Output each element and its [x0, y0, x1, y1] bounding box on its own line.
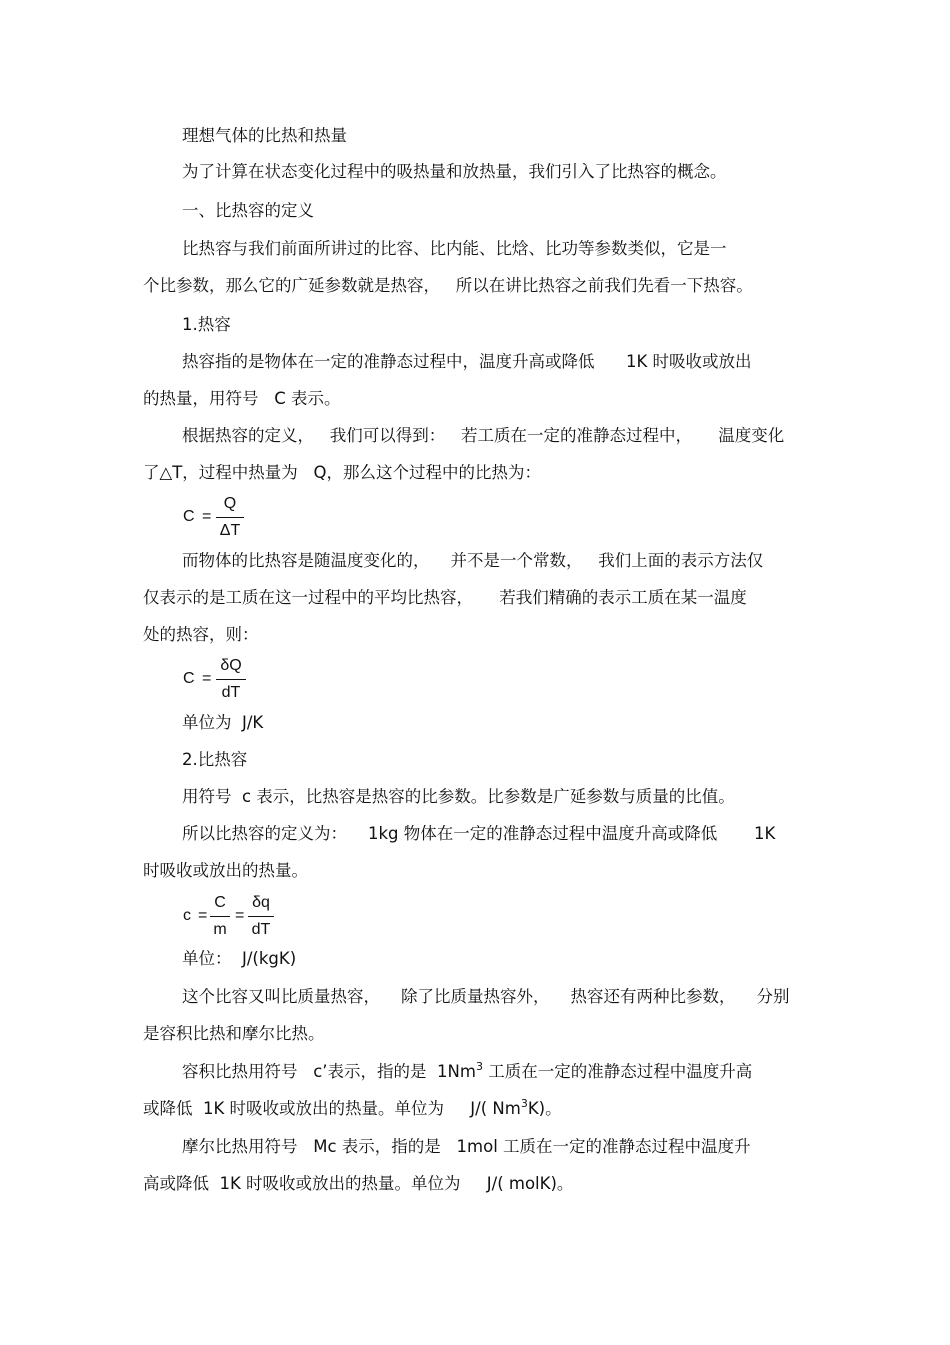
paragraph-line: 热容指的是物体在一定的准静态过程中，温度升高或降低 1K 时吸收或放出 [182, 352, 752, 371]
paragraph-line [143, 1098, 562, 1120]
fraction [216, 494, 244, 541]
paragraph-line: 的热量，用符号 C 表示。 [143, 389, 341, 408]
numerator: C [214, 894, 226, 911]
intro-text: 为了计算在状态变化过程中的吸热量和放热量，我们引入了比热容的概念。 [182, 162, 727, 181]
paragraph-line: 处的热容，则： [143, 625, 259, 644]
denominator: ΔT [219, 522, 241, 539]
fraction-bar [216, 517, 244, 518]
numerator: δq [252, 894, 270, 911]
unit-heat-capacity: 单位为 J/K [182, 713, 264, 732]
paragraph-line: 用符号 c 表示，比热容是热容的比参数。比参数是广延参数与质量的比值。 [182, 787, 735, 806]
fraction [210, 893, 230, 940]
paragraph-line: 是容积比热和摩尔比热。 [143, 1024, 325, 1043]
paragraph-line [182, 1061, 752, 1083]
paragraph-line: 高或降低 1K 时吸收或放出的热量。单位为 J/( molK)。 [143, 1174, 574, 1193]
fraction [216, 656, 246, 703]
doc-title: 理想气体的比热和热量 [182, 126, 347, 145]
paragraph-line: 所以比热容的定义为： 1kg 物体在一定的准静态过程中温度升高或降低 1K [182, 824, 776, 843]
fraction-bar [216, 679, 246, 680]
numerator: Q [223, 495, 237, 512]
unit-specific-heat: 单位： J/(kgK) [182, 949, 297, 968]
paragraph-line: 仅表示的是工质在这一过程中的平均比热容， 若我们精确的表示工质在某一温度 [143, 588, 747, 607]
text-run: 或降低 1K 时吸收或放出的热量。单位为 J/( Nm [143, 1099, 521, 1118]
eq-sign: = [198, 907, 208, 924]
paragraph-line: 根据热容的定义， 我们可以得到： 若工质在一定的准静态过程中， 温度变化 [182, 426, 785, 445]
denominator: m [213, 921, 227, 938]
denominator: dT [251, 921, 271, 938]
eq-lhs: c [183, 907, 191, 924]
paragraph-line: 个比参数，那么它的广延参数就是热容， 所以在讲比热容之前我们先看一下热容。 [143, 276, 753, 295]
superscript: 3 [475, 1060, 483, 1073]
eq-sign: = [202, 508, 212, 525]
text-run: 工质在一定的准静态过程中温度升高 [482, 1062, 753, 1081]
denominator: dT [221, 684, 241, 701]
text-run: 容积比热用符号 c’表示，指的是 1Nm [182, 1062, 476, 1081]
superscript: 3 [520, 1097, 528, 1110]
fraction-bar [248, 916, 274, 917]
paragraph-line: 而物体的比热容是随温度变化的， 并不是一个常数， 我们上面的表示方法仅 [182, 551, 764, 570]
eq-sign: = [235, 907, 245, 924]
fraction-bar [210, 916, 230, 917]
paragraph-line: 摩尔比热用符号 Mc 表示，指的是 1mol 工质在一定的准静态过程中温度升 [182, 1137, 751, 1156]
eq-sign: = [202, 670, 212, 687]
paragraph-line: 了△T，过程中热量为 Q，那么这个过程中的比热为： [143, 463, 541, 482]
paragraph-line: 比热容与我们前面所讲过的比容、比内能、比焓、比功等参数类似，它是一 [182, 239, 727, 258]
paragraph-line: 这个比容又叫比质量热容， 除了比质量热容外， 热容还有两种比参数， 分别 [182, 987, 790, 1006]
eq-lhs: C [183, 670, 195, 687]
eq-lhs: C [183, 508, 195, 525]
text-run: K)。 [527, 1099, 562, 1118]
fraction [248, 893, 274, 940]
subheading-heat-capacity: 1.热容 [182, 315, 231, 334]
paragraph-line: 时吸收或放出的热量。 [143, 861, 308, 880]
numerator: δQ [220, 657, 242, 674]
subheading-specific-heat: 2.比热容 [182, 750, 248, 769]
section-heading-definition: 一、比热容的定义 [182, 201, 314, 220]
